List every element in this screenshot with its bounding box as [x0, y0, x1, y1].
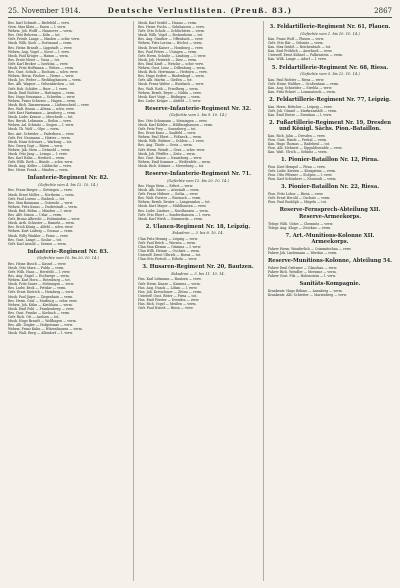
- casualty-entry: Res. Gust. Lange — Goslar — tot.: [8, 237, 62, 242]
- casualty-entry: Musk. Fritz Hoffmann — Witten — verm.: [8, 66, 75, 71]
- page-header: [8, 6, 392, 16]
- casualty-entry: Kan. Fritz Eckert — Lommatzsch — verm.: [268, 89, 336, 94]
- casualty-entry: Res. Emil Kraft — Wetzlar — schw. verw.: [138, 61, 204, 66]
- casualty-entry: Musk. Karl Köhler — Hildburghausen — verm.: [138, 122, 214, 127]
- casualty-entry: Unteroff. Ernst Kühnel — Falkenstein — verm.: [268, 53, 344, 58]
- casualty-entry: Wehrm. Aug. Vogel — Soest — l. verw.: [8, 49, 70, 54]
- casualty-entry: Kan. Franz Wolf — Plauen — verw.: [268, 37, 324, 41]
- casualty-entry: Wehrm. Paul Ebert — Pößneck — verm.: [138, 135, 202, 140]
- casualty-entry: Res. Erich König — Alfeld — schw. verw.: [8, 225, 74, 230]
- section-heading: Reserve-Fernsprech-Abteilung XII. Reserve-Armeekorps.: [279, 207, 381, 220]
- casualty-entry: Pion. Otto Pfitzner — Stolpen — l. verw.: [268, 173, 333, 178]
- casualty-entry: Res. Gust. Haase — Naumburg — verw.: [138, 155, 203, 160]
- casualty-entry: Musk. Karl Seidel — Hanau — verm.: [138, 21, 198, 25]
- casualty-entry: Gefr. Joh. Günzel — Markranstädt — verm.: [268, 108, 338, 113]
- casualty-entry: Res. Gust. Schulz — Bochum — schw. verw.: [8, 70, 79, 75]
- casualty-entry: Fahrer Herm. Wunderlich — Crimmitschau — verw.: [268, 246, 352, 251]
- casualty-entry: Pion. Fritz Lohse — Riesa — verw.: [268, 192, 324, 197]
- page-title: Deutsche Verlustlisten. (Preuß. 83.): [107, 6, 293, 15]
- casualty-entry: Ulan Fritz Hennig — Leipzig — verw.: [138, 236, 199, 241]
- casualty-entry: Ulan Max Klemm — Grimma — l. verw.: [138, 245, 202, 250]
- casualty-entry: Musk. Paul Jäger — Ziegenhain — verm.: [8, 294, 74, 299]
- casualty-entry: Musk. Ludw. Krause — Meschede — tot.: [8, 115, 74, 120]
- casualty-entry: Pion. Alb. Mehnert — Dippoldiswalde — verw.: [268, 146, 343, 151]
- casualty-entry: Gefr. Wilh. Haas — Hersfeld — l. verw.: [8, 269, 71, 274]
- casualty-entry: Kan. Rich. Jahn — Dresden — verw.: [268, 134, 326, 138]
- section-subheading: (Gefechte vom 1. bis 10. 10. 14.): [300, 31, 360, 36]
- section-subheading: (Gefechte vom 10. bis 20. 10. 14.): [37, 256, 99, 261]
- casualty-entry: Gefr. Ernst Herold — Oschatz — verm.: [268, 196, 331, 201]
- casualty-entry: Musk. Wilh. Büttner — Schleiz — l. verw.: [138, 139, 205, 144]
- casualty-entry: Kan. Walt. Ulrich — Sebnitz — verm.: [268, 150, 328, 155]
- casualty-entry: Res. Hugo Seifert — Biedenkopf — verm.: [138, 74, 205, 79]
- section-subheading: (Gefechte vom 5. bis 12. 10. 14.): [300, 72, 360, 77]
- casualty-entry: Gefr. Wilh. Roth — Bünde — schw. verw.: [8, 160, 74, 165]
- section-heading: 2. Feldartillerie-Regiment Nr. 77, Leipzig.: [269, 96, 391, 103]
- casualty-entry: Res. Aug. Thiele — Greiz — verm.: [138, 143, 193, 148]
- casualty-entry: Res. Paul Peters — Usingen — verm.: [138, 49, 198, 54]
- section-subheading: Eskadron — 5. bis 11. 10. 14.: [171, 272, 225, 276]
- casualty-entry: Musk. Karl Wirth — Sömmerda — verm.: [138, 216, 204, 221]
- casualty-entry: Musk. Jos. Weber — Recklinghausen — verm.: [8, 78, 82, 83]
- casualty-entry: Gefr. Ernst Dietrich — Homberg — verw.: [8, 290, 74, 295]
- header-rule: [8, 17, 392, 18]
- section-heading: 3. Feldartillerie-Regiment Nr. 61, Plauen.: [269, 24, 391, 30]
- casualty-entry: Musk. Paul Krüger — Hamm — verm.: [8, 53, 69, 58]
- casualty-entry: Res. Walt. Forster — Eisenach — verm.: [138, 196, 202, 201]
- section-heading: 2. Ulanen-Regiment Nr. 18, Leipzig.: [145, 223, 251, 230]
- casualty-entry: Gefr. Ludw. Kirsten — Königstein — verm.: [268, 169, 337, 174]
- casualty-entry: Kan. Karl Fröhlich — Auerbach — verw.: [268, 49, 333, 54]
- casualty-entry: Musk. Th. Wolf — Olpe — verm.: [8, 127, 60, 132]
- casualty-entry: Res. Aug. Günther — Offenbach — verw.: [138, 37, 204, 42]
- casualty-entry: Telegr. Wilh. Götze — Chemnitz — verw.: [268, 221, 333, 226]
- section-heading: Reserve-Infanterie-Regiment Nr. 71.: [144, 171, 252, 177]
- casualty-entry: Res. Bernh. Lehmann — Brilon — verw.: [8, 119, 72, 124]
- casualty-entry: Krankentr. Alb. Schreiter — Marienberg — verw.: [268, 292, 347, 297]
- casualty-entry: Res. Ludw. Lindner — Nordhausen — verm.: [138, 208, 209, 213]
- casualty-entry: Musk. Otto Jung — Lemgo — l. verw.: [8, 152, 68, 156]
- casualty-entry: Res. Heinr. Frank — Minden — verm.: [8, 168, 69, 173]
- casualty-entry: Ulan Wilh. Heinze — Oschatz — verm.: [138, 249, 200, 254]
- page-date: 25. November 1914.: [8, 7, 81, 15]
- casualty-entry: Gefr. Rob. Schäfer — Buer — l. verw.: [8, 86, 68, 91]
- casualty-entry: Wehrm. Fritz Kraus — Duderstadt — verm.: [8, 204, 78, 209]
- casualty-entry: Gefr. Herm. Wendt — Gera — schw. verw.: [138, 147, 206, 152]
- casualty-entry: Gefr. Otto Ebert — Sondershausen — l. verw.: [138, 212, 211, 217]
- casualty-entry: Musk. Emil Richter — Hattingen — verm.: [8, 90, 76, 95]
- casualty-entry: Res. Karl Hahn — Herford — verm.: [8, 156, 66, 161]
- casualty-entry: Pion. Kurt Hempel — Pirna — verw.: [268, 165, 326, 170]
- casualty-entry: Gren. Max Klein — Essen — l. verw.: [8, 25, 66, 30]
- casualty-entry: Musk. Kurt Mayer — Mühlhausen — verw.: [138, 204, 207, 209]
- casualty-entry: Musk. Rich. Krämer — Merseburg — tot.: [138, 163, 205, 168]
- section-heading: Reserve-Infanterie-Regiment Nr. 32.: [144, 105, 252, 112]
- casualty-entry: Res. Herm. Graf — Marburg — schw. verw.: [8, 298, 78, 303]
- casualty-entry: Wehrm. Bernh. Beyer — Nidda — verw.: [138, 90, 202, 95]
- casualty-entry: Res. Ludw. Krüger — Alsfeld — l. verw.: [138, 98, 202, 103]
- section-heading: 2. Fußartillerie-Regiment Nr. 19, Dresden und Königl. Sächs. Pion.-Bataillon.: [269, 119, 391, 133]
- casualty-entry: Kan. Max Seidel — Reichenbach — tot.: [268, 45, 332, 50]
- casualty-entry: Wehrm. Karl Horn — Rotenburg — tot.: [8, 278, 71, 283]
- casualty-entry: Gefr. Bruno Albrecht — Holzminden — verw.: [8, 217, 81, 222]
- casualty-entry: Wehrm. Jak. Stein — Detmold — verm.: [8, 147, 71, 152]
- casualty-entry: Res. Franz Berger — Göttingen — verw.: [8, 188, 73, 193]
- casualty-entry: Res. Ernst Kunz — Saalfeld — verw.: [138, 131, 197, 136]
- casualty-entry: Musk. Fritz Sauer — Melsungen — verw.: [8, 282, 75, 287]
- casualty-entry: Res. Max Baumann — Osterode — verw.: [8, 200, 74, 205]
- casualty-entry: Gefr. Otto Bär — Oelsnitz — verm.: [268, 41, 324, 46]
- casualty-entry: Res. Heinr. Fuchs — Gelnhausen — verw.: [138, 25, 205, 30]
- casualty-entry: Gefr. Rich. Ott — Arolsen — tot.: [8, 315, 60, 319]
- section-heading: Reserve-Munitions-Kolonne, Abteilung 54.: [268, 258, 392, 265]
- section-heading: Infanterie-Regiment Nr. 82.: [27, 175, 109, 182]
- casualty-entry: Res. Hugo Stein — Erfurt — verw.: [138, 184, 194, 188]
- casualty-entry: Wehrm. Bernh. Reuter — Langensalza — tot.: [138, 200, 211, 205]
- casualty-entry: Hus. Emil Förster — Dresden — verw.: [138, 297, 200, 302]
- casualty-entry: Gefr. Herm. Kunze — Kamenz — verm.: [138, 281, 201, 286]
- casualty-entry: Musk. Hans Schwarz — Warburg — tot.: [8, 139, 73, 144]
- casualty-entry: Wehrm. Gust. Lenz — Dillenburg — verm.: [138, 66, 206, 71]
- casualty-entry: Musk. Ernst Kaiser — Homburg — verw.: [138, 45, 204, 50]
- page-number: 2867: [374, 7, 392, 15]
- casualty-entry: Res. Aug. Engel — Eschwege — verm.: [8, 274, 70, 279]
- casualty-entry: Musk. Wilh. Vogel — Bockenheim — tot.: [138, 33, 203, 38]
- casualty-entry: Res. Walt. Roth — Friedberg — verm.: [138, 86, 199, 91]
- casualty-entry: Wehrm. Emil Sommer — Weißenfels — verm.: [138, 159, 211, 164]
- casualty-entry: Hus. Rich. Vogel — Meißen — verm.: [138, 301, 197, 306]
- casualty-entry: Wehrm. Franz Schwarz — Hagen — verm.: [8, 98, 77, 103]
- column-3: [268, 21, 392, 581]
- casualty-entry: Telegr. Aug. Kluge — Zwickau — verm.: [268, 225, 332, 230]
- casualty-entry: Fahrer Gust. Pilz — Hohenstein — l. verw.: [268, 273, 336, 278]
- casualty-entry: Musk. Franz Walter — Butzbach — verw.: [138, 82, 205, 87]
- casualty-entry: Musk. Wilh. Koch — Dortmund — verm.: [8, 41, 73, 46]
- casualty-entry: Wehrm. Fritz Lorenz — Höchst — verm.: [138, 41, 203, 46]
- section-subheading: (Gefechte vom 12. bis 20. 10. 14.): [167, 178, 229, 183]
- casualty-entry: Fahrer Joh. Lindemann — Werdau — verm.: [268, 250, 338, 255]
- casualty-entry: Kan. Wilh. Lange — Adorf — l. verw.: [268, 57, 327, 62]
- casualty-entry: Res. Walt. Braun — Altena — schw. verw.: [8, 106, 75, 111]
- column-divider: [133, 21, 134, 581]
- casualty-entry: Res. Gust. Franke — Korbach — verm.: [8, 310, 71, 315]
- casualty-entry: Unteroff. Gust. Ritter — Pirna — tot.: [138, 293, 198, 298]
- casualty-entry: Gefr. Karl Becker — Iserlohn — verw.: [8, 61, 69, 66]
- casualty-entry: Pion. Gust. Haufe — Freital — verm.: [268, 138, 328, 143]
- casualty-entry: Res. Ernst Meier — Unna — tot.: [8, 57, 60, 62]
- casualty-entry: Wehrm. Joh. Wolff — Hannover — verm.: [8, 29, 73, 34]
- casualty-entry: Musk. Emil Pohl — Frankenberg — verw.: [8, 306, 75, 311]
- casualty-entry: Musk. Alb. Sauer — Arnstadt — verm.: [138, 188, 200, 193]
- casualty-entry: Gefr. Heinr. Walther — Großenhain — verm.: [268, 81, 340, 86]
- casualty-entry: Res. Heinr. Busch — Kassel — verw.: [8, 261, 67, 266]
- casualty-entry: Musk. Hugo Brandt — Wolfhagen — verm.: [8, 319, 77, 324]
- section-heading: Sanitäts-Kompagnie.: [299, 280, 361, 287]
- casualty-entry: Res. Ant. Schröder — Paderborn — verw.: [8, 131, 75, 136]
- casualty-entry: Res. Alb. Ziegler — Hofgeismar — verw.: [8, 323, 73, 328]
- casualty-entry: Gefr. Fritz Frey — Sonneberg — tot.: [138, 127, 197, 132]
- casualty-entry: Pion. Karl Schönherr — Neustadt — verm.: [268, 177, 337, 182]
- casualty-entry: Res. Otto Schumann — Meiningen — verw.: [138, 118, 208, 123]
- casualty-entry: Res. Karl Schmitt — Bielefeld — verw.: [8, 21, 70, 25]
- casualty-entry: Kan. Emil Dietze — Zwenkau — l. verw.: [268, 112, 332, 117]
- casualty-entry: Res. Hugo Neumann — Schwelm — verw.: [8, 94, 76, 99]
- casualty-entry: Fahrer Emil Grützner — Glauchau — verw.: [268, 265, 338, 270]
- casualty-entry: Gefr. Otto Scholz — Schlüchtern — verm.: [138, 29, 205, 34]
- casualty-entry: Musk. Otto Marx — Fulda — verm.: [8, 265, 65, 270]
- casualty-entry: Res. Alb. Wagner — Gelsenkirchen — tot.: [8, 82, 75, 87]
- casualty-entry: Hus. Karl Lehmann — Bautzen — verw.: [138, 277, 202, 282]
- casualty-entry: Pion. Paul Rudolph — Mügeln — tot.: [268, 200, 327, 205]
- section-subheading: Eskadron — 3. bis 8. 10. 14.: [172, 231, 224, 236]
- casualty-entry: Kan. Aug. Schneider — Strehla — verw.: [268, 85, 333, 90]
- casualty-entry: Musk. Rich. Zimmermann — Lüdenscheid — verw.: [8, 102, 90, 107]
- column-divider: [263, 21, 264, 581]
- section-heading: 3. Pionier-Bataillon Nr. 22, Riesa.: [280, 184, 380, 191]
- casualty-entry: Musk. Kurt Voigt — Büdingen — verm.: [138, 94, 201, 99]
- casualty-entry: Musk. Arth. Schuster — Hameln — verm.: [8, 221, 75, 226]
- casualty-entry: Res. Georg Vogt — Büren — verw.: [8, 143, 63, 148]
- casualty-entry: Wehrm. Joh. Kühn — Kirchhain — verm.: [8, 302, 73, 307]
- casualty-entry: Wehrm. Ad. Schmitz — Siegen — l. verw.: [8, 123, 75, 128]
- casualty-entry: Gefr. Kurt Hartmann — Arnsberg — verm.: [8, 111, 77, 116]
- casualty-entry: Gefr. Karl Arnold — Seesen — verm.: [8, 241, 67, 246]
- casualty-entry: Musk. Rud. Böhm — Münden — l. verw.: [8, 208, 73, 213]
- casualty-entry: Unteroff. Ernst Ulbrich — Borna — tot.: [138, 253, 202, 258]
- casualty-entry: Wehrm. Kurt Ludwig — Gronau — verm.: [8, 229, 74, 234]
- casualty-entry: Musk. Joh. Heinrich — Diez — verm.: [138, 57, 198, 62]
- column-1: [8, 21, 128, 581]
- casualty-entry: Ulan Otto Pietsch — Döbeln — verw.: [138, 257, 198, 262]
- casualty-entry: Wehrm. Franz Kuhn — Witzenhausen — verm.: [8, 327, 83, 332]
- casualty-entry: Kan. Paul Richter — Riesa — verw.: [268, 77, 325, 82]
- casualty-entry: Gefr. Friedr. Lange — Minden — schw. verw.: [8, 37, 80, 42]
- casualty-entry: Hus. Joh. Kretschmer — Zittau — verm.: [138, 289, 203, 294]
- casualty-entry: Fahrer Rich. Wendler — Meerane — verm.: [268, 269, 337, 274]
- casualty-entry: Gefr. Alb. Martin — Gießen — tot.: [138, 78, 193, 83]
- section-subheading: (Gefechte vom 4. bis 12. 10. 14.): [38, 183, 98, 188]
- casualty-entry: Res. Alfr. Simon — Uslar — verm.: [8, 213, 63, 218]
- casualty-entry: Hus. Aug. Noack — Löbau — l. verw.: [138, 285, 198, 290]
- casualty-entry: Musk. Walt. Berg — Allendorf — l. verw.: [8, 331, 73, 336]
- casualty-entry: Wehrm. Herm. Fischer — Herne — verw.: [8, 74, 75, 79]
- casualty-entry: Musk. Ernst Möller — Northeim — verm.: [8, 192, 75, 197]
- casualty-entry: Krankentr. Hugo Böhme — Annaberg — verm.: [268, 288, 343, 293]
- casualty-entry: Kan. Herm. Böttcher — Leipzig — verw.: [268, 104, 333, 109]
- casualty-entry: Gefr. Paul Reich — Wurzen — verm.: [138, 240, 196, 245]
- column-2: [138, 21, 258, 581]
- section-heading: 5. Feldartillerie-Regiment Nr. 68, Riesa.: [271, 64, 389, 71]
- casualty-entry: Gefr. Paul Hirsch — Riesa — verw.: [138, 306, 194, 311]
- casualty-entry: Res. Otto Behrens — Köln — tot.: [8, 33, 61, 38]
- casualty-entry: Gefr. Paul Lorenz — Einbeck — tot.: [8, 196, 65, 201]
- casualty-entry: Musk. Rich. Herrmann — Herborn — verw.: [138, 70, 208, 75]
- section-heading: 7. Art.-Munitions-Kolonne XII. Armeekorps.: [285, 232, 375, 246]
- section-heading: 3. Husaren-Regiment Nr. 20, Bautzen.: [142, 264, 254, 271]
- casualty-entry: Musk. Aug. Keller — Lübbecke — verw.: [8, 164, 72, 169]
- casualty-entry: Gefr. Pet. Neumann — Höxter — verm.: [8, 135, 71, 140]
- section-heading: Infanterie-Regiment Nr. 83.: [27, 248, 109, 255]
- casualty-entry: Kan. Hugo Thomas — Radebeul — tot.: [268, 142, 331, 147]
- casualty-entry: Res. Heinr. Brandt — Lippstadt — verw.: [8, 45, 73, 50]
- casualty-entry: Res. Ludw. Beck — Fritzlar — verm.: [8, 286, 67, 291]
- casualty-entry: Musk. Joh. Pfeiffer — Zeitz — verm.: [138, 151, 196, 156]
- casualty-entry: Gefr. Franz Hübner — Gotha — verw.: [138, 192, 199, 197]
- casualty-entry: Musk. Willy Winkler — Peine — verw.: [8, 233, 69, 238]
- casualty-entry: Gefr. Herm. Schulte — Limburg — l. verw.: [138, 53, 207, 58]
- section-heading: 1. Pionier-Bataillon Nr. 12, Pirna.: [281, 157, 379, 164]
- section-subheading: (Gefechte vom 2. bis 9. 10. 14.): [169, 113, 227, 118]
